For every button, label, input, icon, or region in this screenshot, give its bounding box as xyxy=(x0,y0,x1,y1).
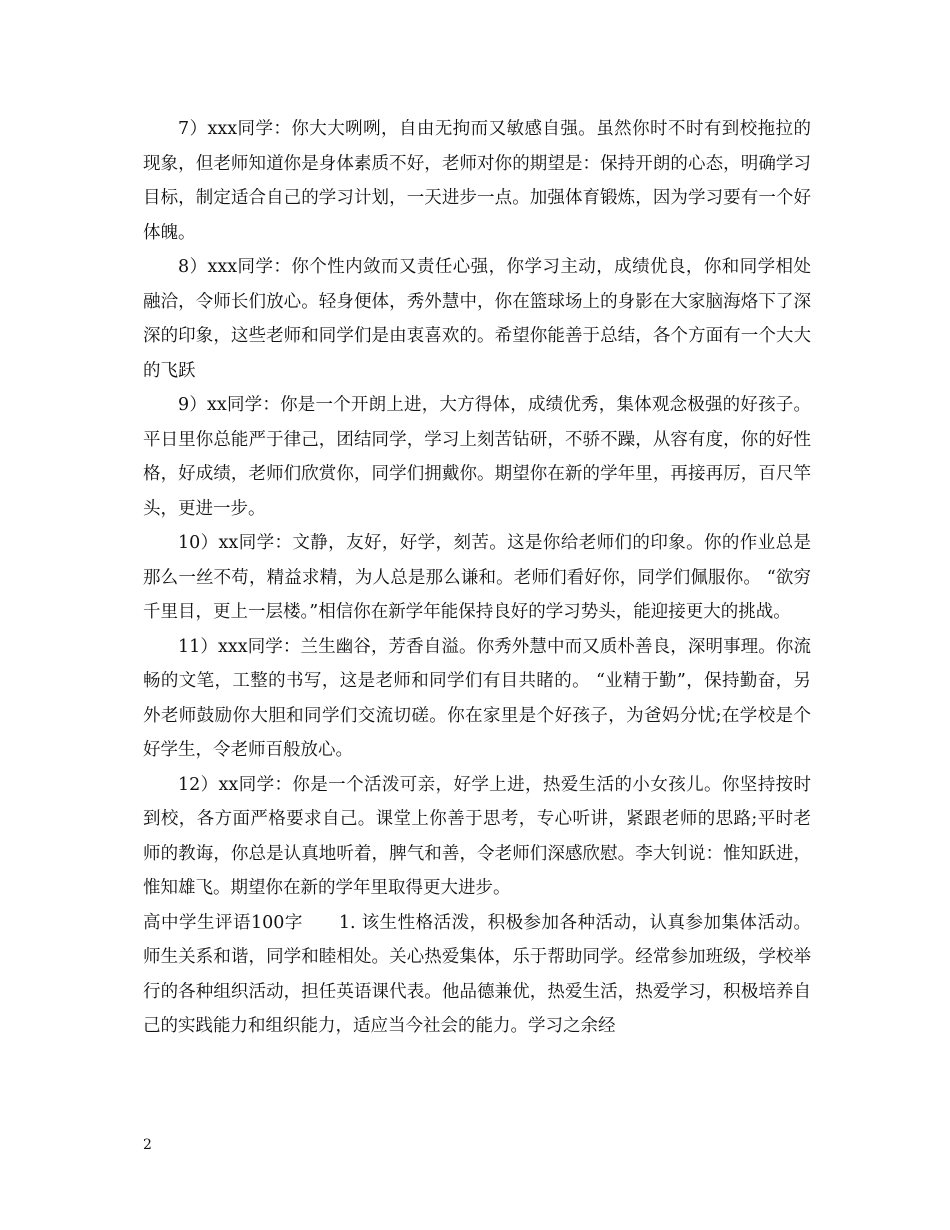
comment-paragraph-10: 10）xx同学：文静，友好，好学，刻苦。这是你给老师们的印象。你的作业总是那么一丝不苟，精益求精，为人总是那么谦和。老师们看好你，同学们佩服你。 “欲穷千里目，更上一层楼。”相信你在新学年能保持良好的学习势头，能迎接更大的挑战。 xyxy=(143,533,811,622)
comment-paragraph-11: 11）xxx同学：兰生幽谷，芳香自溢。你秀外慧中而又质朴善良，深明事理。你流畅的文笔，工整的书写，这是老师和同学们有目共睹的。 “业精于勤”，保持勤奋，另外老师鼓励你大胆和同学们交流切磋。你在家里是个好孩子，为爸妈分忧;在学校是个好学生，令老师百般放心。 xyxy=(143,636,811,760)
comment-paragraph-8: 8）xxx同学：你个性内敛而又责任心强，你学习主动，成绩优良，你和同学相处融洽，令师长们放心。轻身便体，秀外慧中，你在篮球场上的身影在大家脑海烙下了深深的印象，这些老师和同学们是由衷喜欢的。希望你能善于总结，各个方面有一个大大的飞跃 xyxy=(143,257,811,381)
comment-paragraph-12: 12）xx同学：你是一个活泼可亲，好学上进，热爱生活的小女孩儿。你坚持按时到校，各方面严格要求自己。课堂上你善于思考，专心听讲，紧跟老师的思路;平时老师的教诲，你总是认真地听着，脾气和善，令老师们深感欣慰。李大钊说：惟知跃进，惟知雄飞。期望你在新的学年里取得更大进步。 xyxy=(143,774,811,898)
page-number: 2 xyxy=(143,1137,152,1153)
document-body xyxy=(143,112,811,1044)
comment-paragraph-9: 9）xx同学：你是一个开朗上进，大方得体，成绩优秀，集体观念极强的好孩子。平日里你总能严于律己，团结同学，学习上刻苦钻研，不骄不躁，从容有度，你的好性格，好成绩，老师们欣赏你，同学们拥戴你。期望你在新的学年里，再接再厉，百尺竿头，更进一步。 xyxy=(143,395,811,519)
section-paragraph: 高中学生评语100字 1. 该生性格活泼，积极参加各种活动，认真参加集体活动。师生关系和谐，同学和睦相处。关心热爱集体，乐于帮助同学。经常参加班级，学校举行的各种组织活动，担任英语课代表。他品德兼优，热爱生活，热爱学习，积极培养自己的实践能力和组织能力，适应当今社会的能力。学习之余经 xyxy=(143,912,811,1036)
comment-paragraph-7: 7）xxx同学：你大大咧咧，自由无拘而又敏感自强。虽然你时不时有到校拖拉的现象，但老师知道你是身体素质不好，老师对你的期望是：保持开朗的心态，明确学习目标，制定适合自己的学习计划，一天进步一点。加强体育锻炼，因为学习要有一个好体魄。 xyxy=(143,119,811,243)
